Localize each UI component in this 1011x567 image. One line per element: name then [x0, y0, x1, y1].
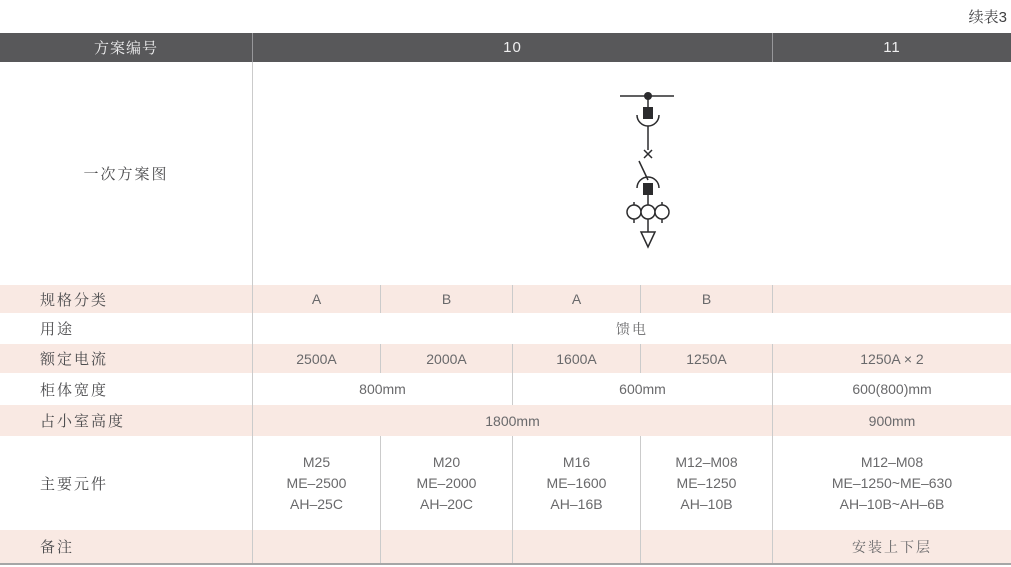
rated-current-cell: 1250A × 2: [772, 344, 1011, 373]
component-line: AH–16B: [550, 496, 603, 513]
remarks-cell: [252, 530, 380, 563]
component-line: ME–1600: [546, 474, 607, 491]
component-line: M20: [432, 453, 461, 470]
table-continuation-label: 续表3: [968, 9, 1007, 26]
rated-current-row: [0, 344, 1011, 373]
feeder-arrow-icon: [641, 232, 655, 247]
compartment-height-label: 占小室高度: [40, 413, 126, 430]
component-line: ME–1250: [676, 474, 737, 491]
cabinet-width-row: [0, 373, 1011, 405]
remarks-cell: 安装上下层: [772, 530, 1011, 563]
upper-drawout-contact-icon: [637, 107, 659, 126]
usage-label: 用途: [40, 321, 75, 338]
main-components-row: [0, 436, 1011, 530]
cabinet-width-cell: 600(800)mm: [772, 373, 1011, 405]
main-components-cell: [380, 436, 512, 530]
component-line: AH–10B~AH–6B: [839, 496, 945, 513]
spec-class-cell: B: [380, 285, 512, 313]
diagram-cell: [252, 62, 1011, 285]
spec-class-cell: [772, 285, 1011, 313]
component-line: ME–2500: [286, 474, 347, 491]
spec-class-cell: B: [640, 285, 772, 313]
spec-class-label: 规格分类: [40, 291, 109, 309]
component-line: M25: [302, 453, 331, 470]
diagram-row-label: 一次方案图: [83, 166, 169, 183]
cabinet-width-cell: 800mm: [252, 373, 512, 405]
remarks-cell: [640, 530, 772, 563]
cabinet-width-label: 柜体宽度: [40, 381, 109, 399]
single-line-diagram: [591, 80, 711, 280]
header-scheme-number-label: 方案编号: [0, 33, 252, 62]
spec-class-row: [0, 285, 1011, 313]
component-line: M16: [562, 453, 591, 470]
header-scheme-10: 10: [252, 33, 772, 62]
component-line: M12–M08: [675, 453, 738, 470]
spec-class-cell: A: [252, 285, 380, 313]
header-scheme-11: 11: [772, 33, 1011, 62]
scheme-table: [0, 33, 1011, 565]
main-components-cell: [640, 436, 772, 530]
component-line: ME–2000: [416, 474, 477, 491]
rated-current-label: 额定电流: [40, 351, 109, 368]
component-line: AH–25C: [290, 496, 343, 513]
remarks-cell: [512, 530, 640, 563]
spec-class-cell: A: [512, 285, 640, 313]
circuit-breaker-icon: [639, 150, 652, 180]
remarks-cell: [380, 530, 512, 563]
main-components-label: 主要元件: [40, 475, 109, 493]
component-line: ME–1250~ME–630: [831, 474, 953, 491]
rated-current-cell: 1600A: [512, 344, 640, 373]
remarks-row: [0, 530, 1011, 563]
main-components-cell: [252, 436, 380, 530]
component-line: M12–M08: [860, 453, 924, 470]
rated-current-cell: 1250A: [640, 344, 772, 373]
rated-current-cell: 2000A: [380, 344, 512, 373]
usage-row: [0, 313, 1011, 344]
compartment-height-cell: 900mm: [772, 405, 1011, 436]
cabinet-width-cell: 600mm: [512, 373, 772, 405]
usage-value-cell: 馈电: [252, 313, 1011, 344]
compartment-height-row: [0, 405, 1011, 436]
component-line: AH–10B: [680, 496, 733, 513]
main-components-cell: [772, 436, 1011, 530]
table-header-row: [0, 33, 1011, 62]
rated-current-cell: 2500A: [252, 344, 380, 373]
main-components-cell: [512, 436, 640, 530]
remarks-label: 备注: [40, 539, 75, 556]
compartment-height-cell: 1800mm: [252, 405, 772, 436]
component-line: AH–20C: [420, 496, 473, 513]
diagram-row: [0, 62, 1011, 285]
